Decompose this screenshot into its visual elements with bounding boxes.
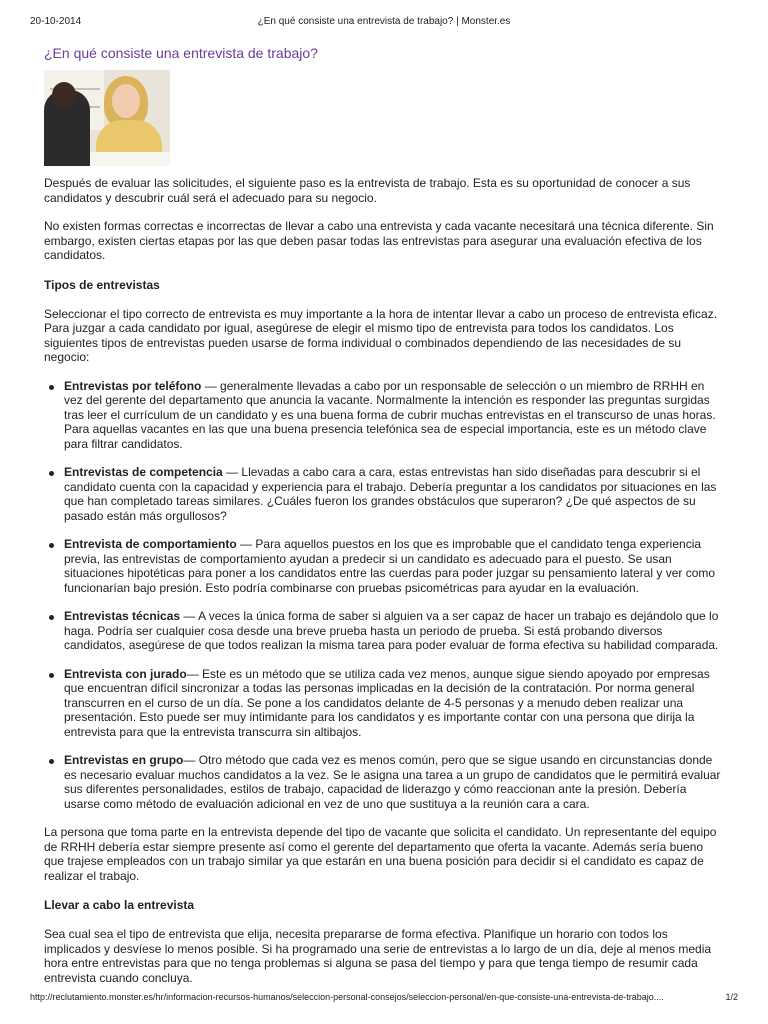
interview-photo [44,70,170,166]
list-item-text: — Este es un método que se utiliza cada vez menos, aunque sigue siendo apoyado por empresas que encuentran difícil sincronizar a todas las personas implicadas en la decisión de la contratación. Por norma general transcurren en el curso de un día. Se pone a los candidatos delante de 4-5 personas y a menudo deben realizar una presentación. Esto puede ser muy intimidante para los candidatos y es importante contar con una persona que dirija la entrevista para que la entrevista transcurra sin altibajos. [64,666,710,739]
types-intro-paragraph: Seleccionar el tipo correcto de entrevista es muy importante a la hora de intentar llevar a cabo un proceso de entrevista eficaz. Para juzgar a cada candidato por igual, asegúrese de elegir el mismo tipo de entrevista para todos los candidatos. Los siguientes tipos de entrevistas pueden usarse de forma individual o combinados dependiendo de las necesidades de su negocio: [44,306,718,364]
bullet-icon [49,471,54,476]
interview-types-list [44,379,728,812]
list-item-term: Entrevista de comportamiento [64,537,237,551]
list-item-text: — Para aquellos puestos en los que es improbable que el candidato tenga experiencia previa, las entrevistas de comportamiento ayudan a predecir si un candidato es adecuado para el puesto. Se usan situaciones hipotéticas para poner a los candidatos entre las cuerdas para poder juzgar su pensamiento lateral y ver como funcionarían bajo presión. Esto podría combinarse con pruebas psicométricas para ayudar en la evaluación. [64,537,716,595]
bullet-icon [49,385,54,390]
print-doc-title: ¿En qué consiste una entrevista de trabajo? | Monster.es [257,16,511,27]
intro-paragraph-2: No existen formas correctas e incorrectas de llevar a cabo una entrevista y cada vacante necesitará una técnica diferente. Sin embargo, existen ciertas etapas por las que deben pasar todas las entrevistas para asegurar una evaluación efectiva de los candidatos. [44,219,714,262]
page-number: 1/2 [725,992,738,1002]
footer-url[interactable]: http://reclutamiento.monster.es/hr/informacion-recursos-humanos/seleccion-personal-consejos/seleccion-personal/en-que-consiste-una-entrevista-de-trabajo.... [30,992,664,1002]
list-item-term: Entrevistas en grupo [64,753,184,767]
section-heading-conduct: Llevar a cabo la entrevista [44,898,195,912]
list-item [44,609,722,653]
print-footer [30,992,738,1006]
bullet-icon [49,543,54,548]
list-item [44,537,722,595]
list-item [44,753,722,811]
list-item [44,379,722,452]
conduct-paragraph: Sea cual sea el tipo de entrevista que elija, necesita prepararse de forma efectiva. Planifique un horario con todos los implicados y desvíese lo menos posible. Si ha programado una serie de entrevistas a lo largo de un día, deje al menos media hora entre entrevistas para que no tenga problemas si alguna se pasa del tiempo y para que tenga tiempo de resumir cada entrevista cuando concluya. [44,927,712,985]
bullet-icon [49,673,54,678]
print-date: 20-10-2014 [30,16,82,27]
list-item-term: Entrevistas de competencia [64,465,223,479]
list-item-text: — generalmente llevadas a cabo por un responsable de selección o un miembro de RRHH en vez del gerente del departamento que anuncia la vacante. Normalmente la intención es responder las preguntas surgidas tras leer el currículum de un candidato y es una buena forma de cubrir muchas entrevistas en el transcurso de unas horas. Para aquellas vacantes en las que una buena presencia telefónica sea de especial importancia, este es un método clave para filtrar candidatos. [64,378,716,451]
closing-paragraph: La persona que toma parte en la entrevista depende del tipo de vacante que solicita el candidato. Un representante del equipo de RRHH debería estar siempre presente así como el gerente del departamento que oferta la vacante. Además sería bueno que trajese empleados con un trabajo similar ya que estarán en una buena posición para decidir si el candidato es capaz de realizar el trabajo. [44,825,717,883]
section-heading-types: Tipos de entrevistas [44,277,160,292]
bullet-icon [49,615,54,620]
list-item-text: — Otro método que cada vez es menos común, pero que se sigue usando en circunstancias donde es necesario evaluar muchos candidatos a la vez. Se le asigna una tarea a un grupo de candidatos que le permitirá evaluar sus diferentes personalidades, estilos de trabajo, capacidad de liderazgo y cómo reaccionan ante la presión. Debería usarse como método de evaluación adicional en vez de uno que sustituya a la reunión cara a cara. [64,753,721,811]
page-title: ¿En qué consiste una entrevista de trabajo? [44,45,318,61]
list-item [44,667,722,740]
list-item-term: Entrevistas técnicas [64,609,181,623]
list-item-term: Entrevistas por teléfono [64,378,202,393]
bullet-icon [49,759,54,764]
print-header [30,16,738,30]
intro-paragraph-1: Después de evaluar las solicitudes, el siguiente paso es la entrevista de trabajo. Esta es su oportunidad de conocer a sus candidatos y descubrir cuál será el adecuado para su negocio. [44,176,691,205]
list-item [44,465,722,523]
list-item-text: — A veces la única forma de saber si alguien va a ser capaz de hacer un trabajo es dejándolo que lo haga. Podría ser cualquier cosa desde una breve prueba hasta un periodo de prueba. Si está probando diversos candidatos, asegúrese de que todos realizan la misma tarea para poder evaluar de forma efectiva su habilidad comparada. [64,609,719,652]
list-item-term: Entrevista con jurado [64,666,187,681]
article [44,44,728,999]
list-item-text: — Llevadas a cabo cara a cara, estas entrevistas han sido diseñadas para descubrir si el candidato cuenta con la capacidad y experiencia para el trabajo. Debería preguntar a los candidatos por situaciones en las que han completado tareas similares. ¿Cuáles fueron los grandes obstáculos que superaron? ¿De qué aspectos de su pasado están más orgullosos? [64,465,717,523]
